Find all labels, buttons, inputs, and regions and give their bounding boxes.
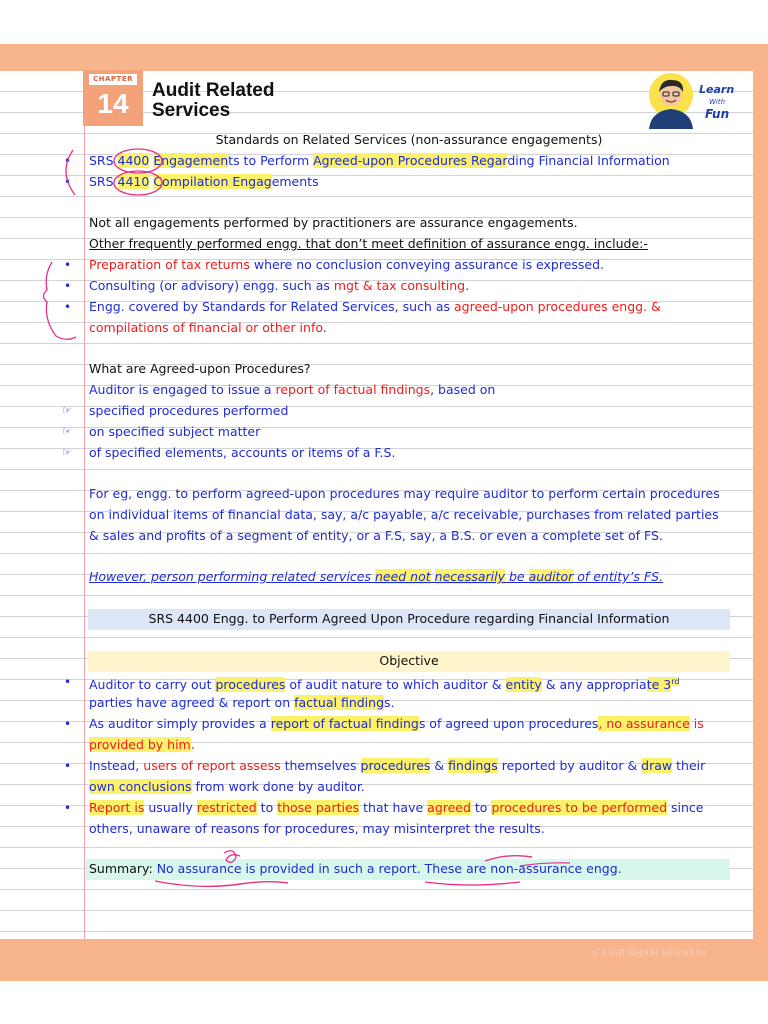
srs-4400-engagements: Engagemen: [153, 153, 229, 168]
consulting-red: mgt & tax consulting: [333, 278, 466, 293]
srs-4400-text: ts to Perform: [228, 153, 314, 168]
obj1-sup: rd: [671, 677, 680, 686]
objective-heading: Objective: [379, 653, 439, 668]
objective-point-4: [89, 798, 703, 818]
obj4-since: since: [667, 800, 704, 815]
aup-intro-end: , based on: [430, 382, 496, 397]
bullet-dot: •: [64, 154, 72, 168]
example-line-3: & sales and profits of a segment of entity, or a F.S, say, a B.S. or even a complete set of FS.: [89, 528, 663, 543]
obj3-l2-rest: from work done by auditor.: [191, 779, 365, 794]
example-line-1: For eg, engg. to perform agreed-upon procedures may require auditor to perform certain procedures: [89, 486, 720, 501]
chapter-title-line2: Services: [152, 100, 231, 121]
bullet-dot: •: [64, 175, 72, 189]
however-auditor: auditor: [528, 569, 574, 584]
list-item-related-services-cont: [89, 318, 327, 338]
pointing-hand-icon: ☞: [62, 425, 72, 438]
watermark: CA SHUBHAM KESWANI: [593, 949, 707, 959]
obj2-text: As auditor simply provides a: [89, 716, 271, 731]
aup-question: What are Agreed-upon Procedures?: [89, 361, 311, 376]
compilations-red: compilations of financial or other info: [89, 320, 323, 335]
obj3-findings: findings: [448, 758, 498, 773]
srs-4400-title: SRS 4400 Engg. to Perform Agreed Upon Procedure regarding Financial Information: [148, 611, 670, 626]
objective-point-3-cont: [89, 777, 365, 797]
logo-text-fun: Fun: [705, 107, 730, 121]
consulting-text: Consulting (or advisory) engg. such as: [89, 278, 334, 293]
srs-4410-code: 4410: [117, 174, 150, 189]
obj3-amp: &: [430, 758, 449, 773]
obj2-text2: s of agreed upon procedures: [418, 716, 599, 731]
srs-4400-item: [89, 151, 670, 171]
bullet-dot: •: [64, 279, 72, 293]
srs-4400-agreed: Agreed-upon Procedures Regar: [313, 153, 508, 168]
obj1-text3: & any appropria: [541, 677, 647, 693]
other-frequent-engagements: Other frequently performed engg. that don’t meet definition of assurance engg. include:-: [89, 236, 648, 251]
chapter-title-line1: Audit Related: [152, 80, 275, 101]
summary-label: Summary:: [89, 861, 153, 876]
related-services-heading: Standards on Related Services (non-assurance engagements): [215, 132, 603, 147]
bullet-dot: •: [64, 258, 72, 272]
however-need-not: need not: [374, 569, 431, 584]
summary: [89, 859, 622, 879]
obj3-users: users of report assess: [143, 758, 281, 773]
logo-body: [649, 109, 693, 129]
however-end: of entity’s FS.: [573, 569, 664, 584]
aup-item: of specified elements, accounts or items of a F.S.: [89, 445, 396, 460]
pointing-hand-icon: ☞: [62, 404, 72, 417]
objective-point-1: [89, 672, 679, 695]
however-note: [89, 567, 663, 587]
pointing-hand-icon: ☞: [62, 446, 72, 459]
obj2-no-assurance: , no assurance: [598, 716, 690, 731]
logo-text-with: With: [709, 98, 726, 106]
obj2-report: report of factual finding: [270, 716, 419, 731]
objective-point-1-cont: [89, 693, 395, 713]
however-be: be: [504, 569, 529, 584]
summary-text: No assurance is provided in such a report. These are non-assurance engg.: [152, 861, 622, 876]
chapter-label: CHAPTER: [89, 74, 137, 85]
srs-4410-item: [89, 172, 319, 192]
obj4-report-is: Report is: [89, 800, 145, 815]
obj4-that-have: that have: [359, 800, 428, 815]
aup-item: specified procedures performed: [89, 403, 289, 418]
aup-intro-red: report of factual findings: [275, 382, 431, 397]
logo-text-learn: Learn: [699, 83, 735, 96]
obj4-usually: usually: [144, 800, 197, 815]
chapter-title: [152, 81, 352, 121]
obj1-text: Auditor to carry out: [89, 677, 216, 693]
objective-point-3: [89, 756, 705, 776]
obj1-factual-findings: factual finding: [294, 695, 385, 710]
however-necessarily: necessarily: [434, 569, 505, 584]
obj1-procedures: procedures: [215, 677, 286, 693]
consulting-end: .: [465, 278, 470, 293]
srs-4410-compilation: Compilation Engag: [153, 174, 272, 189]
obj3-text: Instead,: [89, 758, 144, 773]
related-services-text: Engg. covered by Standards for Related Services, such as: [89, 299, 454, 314]
obj4-to: to: [256, 800, 278, 815]
objective-point-2: [89, 714, 704, 734]
obj1-text2: of audit nature to which auditor &: [285, 677, 506, 693]
srs-4400-code: 4400: [117, 153, 150, 168]
obj1-l2-end: s.: [384, 695, 395, 710]
aup-intro-text: Auditor is engaged to issue a: [89, 382, 276, 397]
srs-4400-rest: ding Financial Information: [507, 153, 670, 168]
learn-with-fun-logo: [639, 71, 739, 129]
compilations-end: .: [322, 320, 327, 335]
obj4-restricted: restricted: [196, 800, 257, 815]
bullet-dot: •: [64, 675, 72, 689]
tax-returns-rest: where no conclusion conveying assurance is expressed.: [249, 257, 605, 272]
list-item-related-services: [89, 297, 661, 317]
bullet-dot: •: [64, 300, 72, 314]
obj3-procedures: procedures: [360, 758, 431, 773]
obj1-l2-text: parties have agreed & report on: [89, 695, 295, 710]
obj4-to2: to: [470, 800, 492, 815]
obj3-text2: themselves: [280, 758, 361, 773]
obj2-is: is: [689, 716, 704, 731]
obj3-draw: draw: [641, 758, 673, 773]
srs-4400-prefix: SRS: [89, 153, 118, 168]
obj3-own-conclusions: own conclusions: [89, 779, 192, 794]
obj4-procedures: procedures to be performed: [491, 800, 667, 815]
srs-4410-rest: ements: [271, 174, 319, 189]
obj4-agreed: agreed: [427, 800, 471, 815]
tax-returns-text: Preparation of tax returns: [89, 257, 250, 272]
list-item-tax-returns: [89, 255, 604, 275]
obj2-end: .: [190, 737, 195, 752]
obj4-those-parties: those parties: [277, 800, 360, 815]
aup-intro: [89, 380, 495, 400]
obj2-provided: provided by him: [89, 737, 191, 752]
bullet-dot: •: [64, 759, 72, 773]
objective-point-2-cont: [89, 735, 195, 755]
however-text: However, person performing related services: [89, 569, 375, 584]
related-services-red: agreed-upon procedures engg. &: [453, 299, 661, 314]
margin-line: [84, 71, 85, 939]
list-item-consulting: [89, 276, 469, 296]
bullet-dot: •: [64, 801, 72, 815]
obj1-third: te 3: [646, 677, 672, 693]
obj3-their: their: [672, 758, 706, 773]
example-line-2: on individual items of financial data, say, a/c payable, a/c receivable, purchases from related parties: [89, 507, 719, 522]
chapter-number: 14: [97, 88, 129, 119]
aup-item: on specified subject matter: [89, 424, 261, 439]
chapter-badge: [83, 70, 143, 126]
obj3-text3: reported by auditor &: [497, 758, 642, 773]
not-all-engagements: Not all engagements performed by practitioners are assurance engagements.: [89, 215, 578, 230]
obj1-entity: entity: [505, 677, 542, 693]
objective-point-4-cont: others, unaware of reasons for procedures, may misinterpret the results.: [89, 821, 545, 836]
srs-4410-prefix: SRS: [89, 174, 118, 189]
bullet-dot: •: [64, 717, 72, 731]
